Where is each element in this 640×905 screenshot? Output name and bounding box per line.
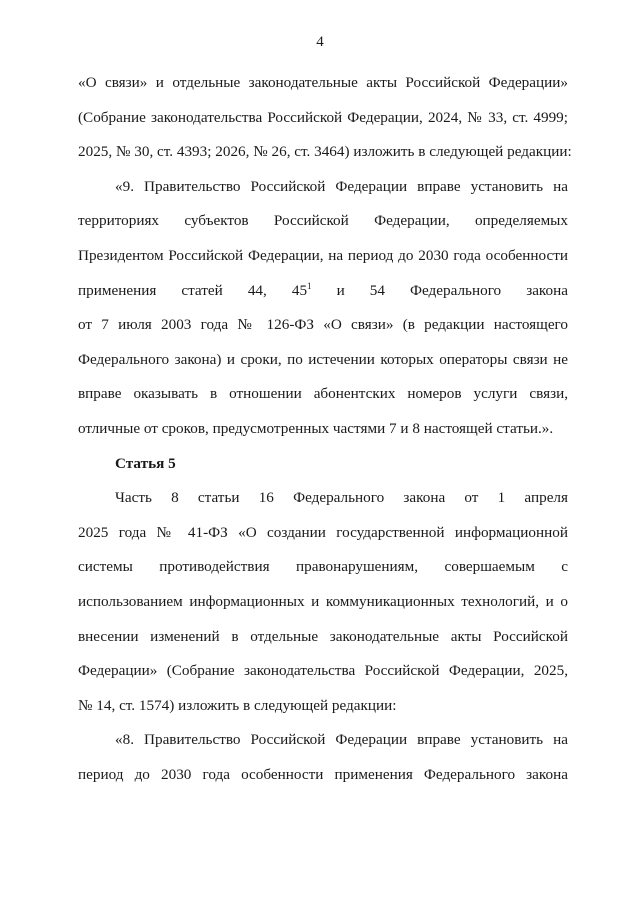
paragraph-line: 2025 года № 41-ФЗ «О создании государственной информационной xyxy=(78,523,568,541)
paragraph-line: Федерального закона) и сроки, по истечении которых операторы связи не xyxy=(78,350,568,368)
paragraph-line: внесении изменений в отдельные законодательные акты Российской xyxy=(78,627,568,645)
paragraph-line: системы противодействия правонарушениям, совершаемым с xyxy=(78,558,568,576)
paragraph-line: «8. Правительство Российской Федерации вправе установить на xyxy=(115,731,568,749)
article-heading: Статья 5 xyxy=(115,454,176,472)
paragraph-line: Федерации» (Собрание законодательства Российской Федерации, 2025, xyxy=(78,662,568,680)
paragraph-line: «9. Правительство Российской Федерации вправе установить на xyxy=(115,177,568,195)
paragraph-line: период до 2030 года особенности применения Федерального закона xyxy=(78,765,568,783)
document-body xyxy=(78,66,572,792)
text-segment: и 54 Федерального закона xyxy=(336,281,568,299)
paragraph-line: отличные от сроков, предусмотренных частями 7 и 8 настоящей статьи.». xyxy=(78,419,554,437)
page-number: 4 xyxy=(316,34,324,50)
superscript: 1 xyxy=(307,280,312,291)
paragraph-line: (Собрание законодательства Российской Федерации, 2024, № 33, ст. 4999; xyxy=(78,108,568,126)
paragraph-line: № 14, ст. 1574) изложить в следующей редакции: xyxy=(78,696,397,714)
paragraph-line: от 7 июля 2003 года № 126-ФЗ «О связи» (в редакции настоящего xyxy=(78,316,568,334)
paragraph-line: 2025, № 30, ст. 4393; 2026, № 26, ст. 3464) изложить в следующей редакции: xyxy=(78,143,572,161)
paragraph-line: территориях субъектов Российской Федерации, определяемых xyxy=(78,212,568,230)
paragraph-line: Президентом Российской Федерации, на период до 2030 года особенности xyxy=(78,246,568,264)
paragraph-line: «О связи» и отдельные законодательные акты Российской Федерации» xyxy=(78,74,568,91)
paragraph-line: Часть 8 статьи 16 Федерального закона от 1 апреля xyxy=(115,489,568,507)
paragraph-line: вправе оказывать в отношении абонентских номеров услуги связи, xyxy=(78,385,568,403)
text-segment: применения статей 44, 45 xyxy=(78,281,308,299)
paragraph-line: использованием информационных и коммуникационных технологий, и о xyxy=(78,592,568,610)
paragraph-line-with-superscript xyxy=(78,274,568,309)
